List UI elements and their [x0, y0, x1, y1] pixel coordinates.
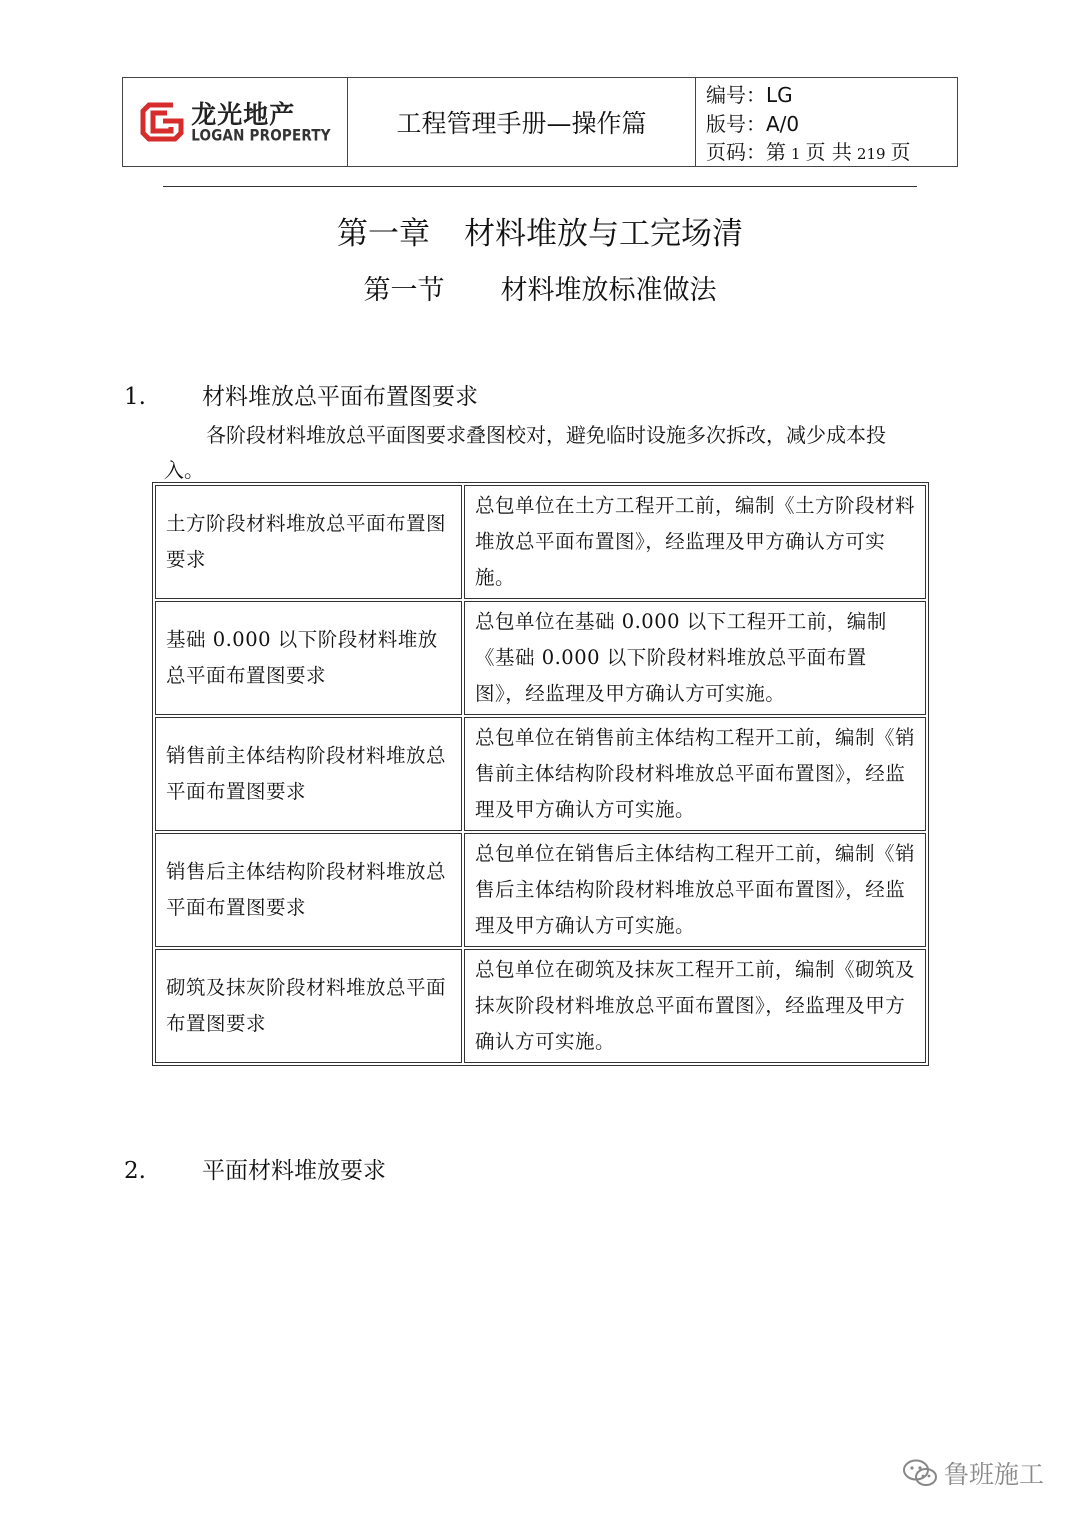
requirement-cell: 销售后主体结构阶段材料堆放总平面布置图要求 [155, 833, 462, 947]
item-title: 材料堆放总平面布置图要求 [202, 384, 478, 410]
logo-english-name: LOGAN PROPERTY [191, 126, 331, 146]
page-suffix: 页 [890, 140, 911, 164]
requirements-table [152, 482, 929, 1066]
version-line [706, 110, 957, 139]
chapter-label: 第一章 [337, 216, 430, 252]
table-row [155, 949, 926, 1063]
logo-wordmark [191, 99, 331, 146]
requirement-cell: 销售前主体结构阶段材料堆放总平面布置图要求 [155, 717, 462, 831]
item-title: 平面材料堆放要求 [202, 1158, 386, 1184]
table-row [155, 717, 926, 831]
watermark-text: 鲁班施工 [943, 1460, 1044, 1489]
description-cell: 总包单位在砌筑及抹灰工程开工前，编制《砌筑及抹灰阶段材料堆放总平面布置图》，经监理及甲方确认方可实施。 [464, 949, 926, 1063]
intro-paragraph [164, 418, 924, 488]
page-prefix: 第 [766, 140, 786, 164]
page-current: 1 [791, 145, 801, 163]
item-heading-2 [124, 1152, 386, 1185]
company-logo [123, 78, 348, 166]
table-row [155, 833, 926, 947]
item-heading-1 [124, 378, 478, 411]
wechat-icon [902, 1458, 938, 1488]
document-header [122, 77, 958, 167]
version-value: A/0 [766, 111, 800, 136]
requirement-cell: 基础 0.000 以下阶段材料堆放总平面布置图要求 [155, 601, 462, 715]
version-label: 版号： [706, 111, 766, 136]
table-row [155, 485, 926, 599]
intro-text: 各阶段材料堆放总平面图要求叠图校对，避免临时设施多次拆改，减少成本投入。 [164, 423, 886, 482]
item-number: 2. [124, 1158, 146, 1184]
logan-logo-icon [139, 99, 185, 145]
description-cell: 总包单位在销售后主体结构工程开工前，编制《销售后主体结构阶段材料堆放总平面布置图》，经监理及甲方确认方可实施。 [464, 833, 926, 947]
manual-title: 工程管理手册—操作篇 [348, 78, 696, 166]
header-divider [163, 186, 917, 187]
item-number: 1. [124, 384, 146, 410]
requirement-cell: 土方阶段材料堆放总平面布置图要求 [155, 485, 462, 599]
table-row [155, 601, 926, 715]
page-total: 219 [856, 145, 886, 163]
section-title: 材料堆放标准做法 [500, 275, 717, 306]
description-cell: 总包单位在基础 0.000 以下工程开工前，编制《基础 0.000 以下阶段材料堆放总平面布置图》，经监理及甲方确认方可实施。 [464, 601, 926, 715]
doc-number-label: 编号： [706, 83, 766, 107]
page-mid: 页 共 [805, 140, 852, 164]
chapter-title: 材料堆放与工完场清 [464, 216, 743, 252]
watermark [902, 1455, 1044, 1491]
logo-chinese-name: 龙光地产 [191, 99, 296, 129]
section-label: 第一节 [363, 275, 445, 306]
page-label: 页码： [706, 140, 766, 164]
description-cell: 总包单位在土方工程开工前，编制《土方阶段材料堆放总平面布置图》，经监理及甲方确认方可实施。 [464, 485, 926, 599]
requirement-cell: 砌筑及抹灰阶段材料堆放总平面布置图要求 [155, 949, 462, 1063]
document-meta [696, 78, 957, 166]
page-number-line [706, 138, 957, 167]
doc-number-value: LG [766, 83, 793, 107]
doc-number-line [706, 81, 957, 110]
chapter-heading [0, 208, 1080, 253]
description-cell: 总包单位在销售前主体结构工程开工前，编制《销售前主体结构阶段材料堆放总平面布置图》，经监理及甲方确认方可实施。 [464, 717, 926, 831]
section-heading [0, 268, 1080, 307]
